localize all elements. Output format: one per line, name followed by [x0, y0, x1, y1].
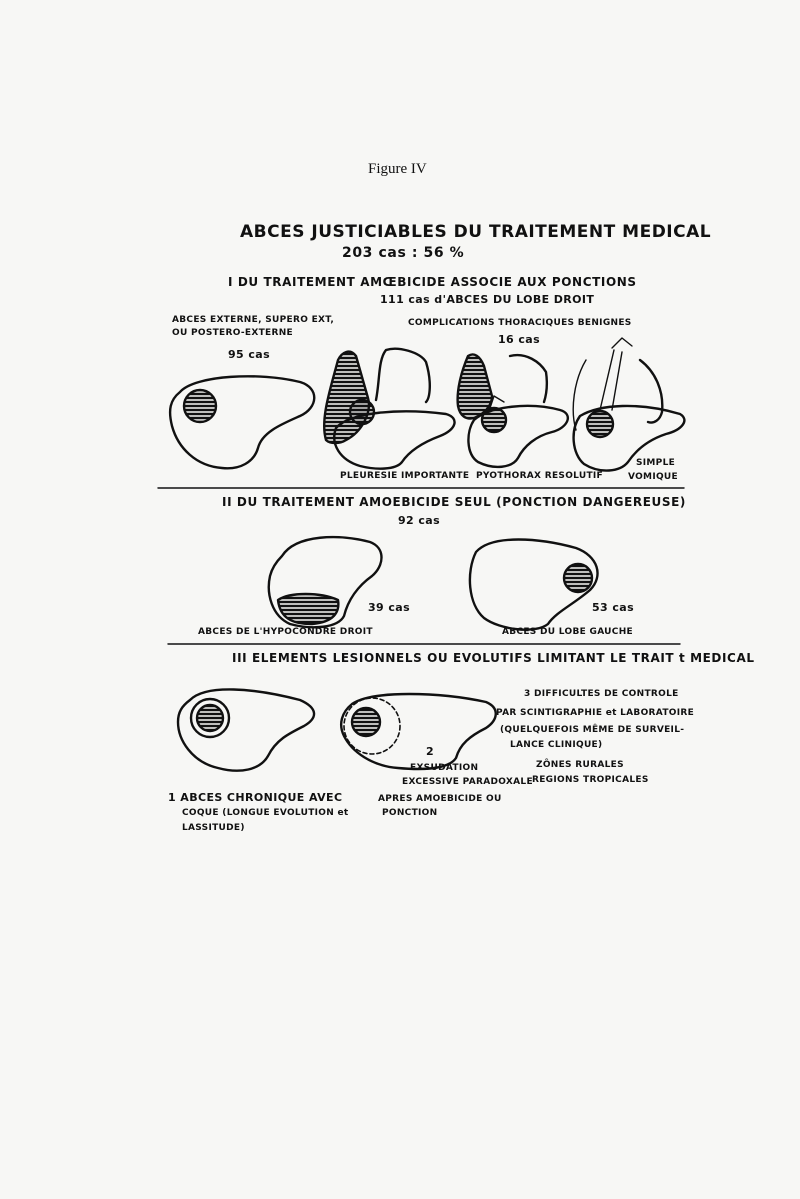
abscess-hatched: [184, 390, 216, 422]
section-1-left-label-2: OU POSTERO-EXTERNE: [172, 328, 293, 338]
item-2-line-1: EXSUDATION: [410, 763, 479, 773]
item-2-line-2: EXCESSIVE PARADOXALE: [402, 777, 533, 787]
item-3-line-3: (QUELQUEFOIS MÊME DE SURVEIL-: [500, 725, 685, 735]
label-pyothorax: PYOTHORAX RESOLUTIF: [476, 471, 604, 481]
figure-subtitle: 203 cas : 56 %: [342, 245, 465, 261]
section-1-subheading: 111 cas d'ABCES DU LOBE DROIT: [380, 293, 595, 306]
complications-label: COMPLICATIONS THORACIQUES BENIGNES: [408, 318, 632, 328]
item-1-line-1: 1 ABCES CHRONIQUE AVEC: [168, 791, 343, 804]
item-3-line-4: LANCE CLINIQUE): [510, 740, 603, 750]
item-3-line-6: REGIONS TROPICALES: [532, 775, 649, 785]
section-2-left-label: ABCES DE L'HYPOCONDRE DROIT: [198, 627, 373, 637]
item-3-line-2: PAR SCINTIGRAPHIE et LABORATOIRE: [496, 708, 695, 718]
section-1-heading: I DU TRAITEMENT AMŒBICIDE ASSOCIE AUX PONCTIONS: [228, 275, 637, 289]
liver-vomique: [573, 338, 684, 471]
label-vomique-2: VOMIQUE: [628, 472, 678, 482]
label-pleuresie: PLEURESIE IMPORTANTE: [340, 471, 470, 481]
item-3-line-1: 3 DIFFICULTES DE CONTROLE: [524, 689, 679, 699]
section-1-left-count: 95 cas: [228, 348, 271, 361]
section-1-left-label-1: ABCES EXTERNE, SUPERO EXT,: [172, 315, 335, 325]
item-2-line-4: PONCTION: [382, 808, 438, 818]
liver-external-abscess: [170, 376, 314, 468]
section-2-right-count: 53 cas: [592, 601, 635, 614]
section-2-heading: II DU TRAITEMENT AMOEBICIDE SEUL (PONCTION DANGEREUSE): [222, 495, 686, 509]
label-vomique-1: SIMPLE: [636, 458, 676, 468]
item-2-line-3: APRES AMOEBICIDE OU: [378, 794, 502, 804]
section-3-heading: III ELEMENTS LESIONNELS OU EVOLUTIFS LIMITANT LE TRAIT t MEDICAL: [232, 651, 755, 665]
figure-title: ABCES JUSTICIABLES DU TRAITEMENT MEDICAL: [240, 222, 712, 242]
complications-count: 16 cas: [498, 333, 541, 346]
liver-chronic-abscess: [178, 689, 314, 770]
liver-pleuresie: [324, 349, 454, 469]
item-2-number: 2: [426, 745, 435, 758]
liver-hypocondre-droit: [269, 537, 382, 627]
liver-exsudation: [341, 694, 496, 769]
section-2-count: 92 cas: [398, 514, 441, 527]
section-2-left-count: 39 cas: [368, 601, 411, 614]
figure-caption: Figure IV: [368, 161, 427, 177]
section-2-right-label: ABCES DU LOBE GAUCHE: [502, 627, 633, 637]
liver-pyothorax: [458, 354, 568, 466]
item-1-line-3: LASSITUDE): [182, 823, 245, 833]
liver-lobe-gauche: [470, 540, 598, 630]
item-3-line-5: ZÔNES RURALES: [536, 760, 624, 770]
item-1-line-2: COQUE (LONGUE EVOLUTION et: [182, 808, 349, 818]
